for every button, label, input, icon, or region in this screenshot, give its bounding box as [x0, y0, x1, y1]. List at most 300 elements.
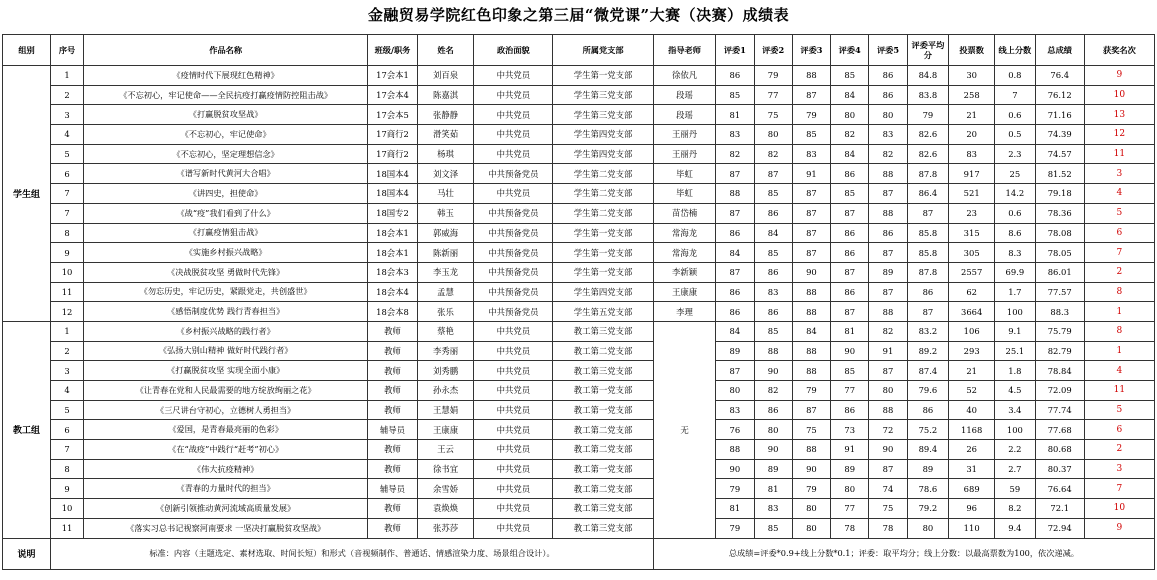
total-score: 72.1 — [1035, 499, 1084, 519]
online-score: 2.3 — [995, 144, 1035, 164]
award-rank: 6 — [1084, 420, 1154, 440]
person-name: 袁焕焕 — [417, 499, 474, 519]
class-or-role: 教师 — [368, 361, 417, 381]
judge-score: 90 — [869, 440, 907, 460]
total-score: 76.12 — [1035, 85, 1084, 105]
judge-score: 87 — [716, 262, 754, 282]
judge-score: 80 — [716, 381, 754, 401]
judge-score: 85 — [754, 243, 792, 263]
judge-score: 84 — [716, 321, 754, 341]
total-score: 74.57 — [1035, 144, 1084, 164]
judge-score: 86 — [754, 302, 792, 322]
person-name: 李秀丽 — [417, 341, 474, 361]
judge-score: 89 — [754, 459, 792, 479]
vote-count: 689 — [949, 479, 995, 499]
judge-average: 86 — [907, 400, 949, 420]
judge-score: 88 — [869, 164, 907, 184]
work-title: 《讲四史，担使命》 — [83, 184, 367, 204]
column-header: 获奖名次 — [1084, 35, 1154, 66]
judge-score: 88 — [792, 341, 830, 361]
judge-score: 88 — [792, 361, 830, 381]
award-rank: 2 — [1084, 440, 1154, 460]
judge-score: 80 — [792, 499, 830, 519]
party-branch: 学生第三党支部 — [553, 105, 654, 125]
person-name: 刘文泽 — [417, 164, 474, 184]
work-title: 《三尺讲台守初心，立德树人勇担当》 — [83, 400, 367, 420]
political-status: 中共党员 — [474, 184, 553, 204]
judge-score: 86 — [716, 282, 754, 302]
total-score: 71.16 — [1035, 105, 1084, 125]
award-rank: 13 — [1084, 105, 1154, 125]
political-status: 中共党员 — [474, 381, 553, 401]
political-status: 中共党员 — [474, 85, 553, 105]
class-or-role: 17会本4 — [368, 85, 417, 105]
table-row — [3, 479, 1155, 499]
party-branch: 学生第一党支部 — [553, 262, 654, 282]
judge-average: 75.2 — [907, 420, 949, 440]
judge-score: 88 — [792, 440, 830, 460]
person-name: 王康康 — [417, 420, 474, 440]
row-number: 4 — [51, 125, 84, 145]
person-name: 孙永杰 — [417, 381, 474, 401]
vote-count: 21 — [949, 105, 995, 125]
score-table — [2, 34, 1155, 570]
judge-average: 87 — [907, 203, 949, 223]
judge-score: 87 — [792, 184, 830, 204]
vote-count: 52 — [949, 381, 995, 401]
person-name: 滑笑茹 — [417, 125, 474, 145]
advisor: 毕虹 — [653, 184, 715, 204]
judge-score: 87 — [792, 85, 830, 105]
award-rank: 10 — [1084, 85, 1154, 105]
table-row — [3, 144, 1155, 164]
header-row — [3, 35, 1155, 66]
total-score: 77.74 — [1035, 400, 1084, 420]
judge-score: 72 — [869, 420, 907, 440]
judge-score: 84 — [792, 321, 830, 341]
judge-score: 82 — [754, 381, 792, 401]
total-score: 80.68 — [1035, 440, 1084, 460]
row-number: 4 — [51, 381, 84, 401]
person-name: 孟慧 — [417, 282, 474, 302]
class-or-role: 教师 — [368, 518, 417, 538]
row-number: 10 — [51, 499, 84, 519]
party-branch: 学生第五党支部 — [553, 302, 654, 322]
judge-score: 79 — [792, 381, 830, 401]
judge-score: 84 — [831, 144, 869, 164]
judge-score: 83 — [716, 125, 754, 145]
table-row — [3, 262, 1155, 282]
online-score: 9.1 — [995, 321, 1035, 341]
online-score: 100 — [995, 420, 1035, 440]
vote-count: 20 — [949, 125, 995, 145]
online-score: 2.7 — [995, 459, 1035, 479]
notes-row — [3, 538, 1155, 569]
judge-score: 86 — [831, 400, 869, 420]
award-rank: 5 — [1084, 400, 1154, 420]
class-or-role: 18国专2 — [368, 203, 417, 223]
judge-average: 78.6 — [907, 479, 949, 499]
judge-average: 87.4 — [907, 361, 949, 381]
political-status: 中共党员 — [474, 440, 553, 460]
work-title: 《打赢疫情狙击战》 — [83, 223, 367, 243]
judge-score: 83 — [754, 499, 792, 519]
work-title: 《不忘初心，牢记使命》 — [83, 125, 367, 145]
judge-score: 87 — [869, 282, 907, 302]
award-rank: 8 — [1084, 282, 1154, 302]
judge-score: 89 — [716, 341, 754, 361]
political-status: 中共党员 — [474, 361, 553, 381]
party-branch: 教工第三党支部 — [553, 321, 654, 341]
vote-count: 917 — [949, 164, 995, 184]
party-branch: 教工第二党支部 — [553, 440, 654, 460]
judge-score: 86 — [869, 85, 907, 105]
vote-count: 96 — [949, 499, 995, 519]
judge-score: 91 — [792, 164, 830, 184]
online-score: 14.2 — [995, 184, 1035, 204]
column-header: 评委3 — [792, 35, 830, 66]
person-name: 马壮 — [417, 184, 474, 204]
judge-score: 75 — [754, 105, 792, 125]
total-score: 77.68 — [1035, 420, 1084, 440]
judge-score: 90 — [831, 341, 869, 361]
judge-average: 89 — [907, 459, 949, 479]
vote-count: 3664 — [949, 302, 995, 322]
class-or-role: 教师 — [368, 499, 417, 519]
total-score: 80.37 — [1035, 459, 1084, 479]
political-status: 中共党员 — [474, 341, 553, 361]
party-branch: 学生第一党支部 — [553, 223, 654, 243]
column-header: 投票数 — [949, 35, 995, 66]
advisor: 无 — [653, 321, 715, 538]
advisor: 常海龙 — [653, 243, 715, 263]
work-title: 《弘扬大别山精神 做好时代践行者》 — [83, 341, 367, 361]
table-row — [3, 66, 1155, 86]
column-header: 线上分数 — [995, 35, 1035, 66]
political-status: 中共党员 — [474, 144, 553, 164]
online-score: 59 — [995, 479, 1035, 499]
work-title: 《伟大抗疫精神》 — [83, 459, 367, 479]
judge-score: 87 — [716, 361, 754, 381]
group-label: 教工组 — [3, 321, 51, 538]
row-number: 3 — [51, 361, 84, 381]
judge-score: 77 — [831, 499, 869, 519]
advisor: 徐依凡 — [653, 66, 715, 86]
judge-score: 85 — [831, 361, 869, 381]
person-name: 王慧娟 — [417, 400, 474, 420]
judge-score: 81 — [754, 479, 792, 499]
judge-score: 91 — [831, 440, 869, 460]
party-branch: 教工第三党支部 — [553, 518, 654, 538]
class-or-role: 18会本1 — [368, 223, 417, 243]
party-branch: 教工第一党支部 — [553, 381, 654, 401]
total-score: 86.01 — [1035, 262, 1084, 282]
column-header: 评委5 — [869, 35, 907, 66]
person-name: 杨琪 — [417, 144, 474, 164]
judge-score: 87 — [754, 164, 792, 184]
class-or-role: 17商行2 — [368, 144, 417, 164]
judge-score: 82 — [831, 125, 869, 145]
total-score: 76.4 — [1035, 66, 1084, 86]
judge-average: 87 — [907, 302, 949, 322]
advisor: 王康康 — [653, 282, 715, 302]
judge-score: 79 — [792, 479, 830, 499]
vote-count: 315 — [949, 223, 995, 243]
judge-score: 86 — [754, 203, 792, 223]
online-score: 4.5 — [995, 381, 1035, 401]
advisor: 段瑶 — [653, 85, 715, 105]
judge-score: 88 — [716, 440, 754, 460]
vote-count: 83 — [949, 144, 995, 164]
award-rank: 3 — [1084, 164, 1154, 184]
judge-average: 79 — [907, 105, 949, 125]
judge-score: 80 — [792, 518, 830, 538]
table-row — [3, 518, 1155, 538]
award-rank: 9 — [1084, 518, 1154, 538]
table-row — [3, 341, 1155, 361]
judge-score: 73 — [831, 420, 869, 440]
table-row — [3, 440, 1155, 460]
judge-score: 75 — [869, 499, 907, 519]
work-title: 《不忘初心，坚定理想信念》 — [83, 144, 367, 164]
online-score: 0.8 — [995, 66, 1035, 86]
table-row — [3, 85, 1155, 105]
vote-count: 2557 — [949, 262, 995, 282]
total-score: 76.64 — [1035, 479, 1084, 499]
class-or-role: 教师 — [368, 459, 417, 479]
party-branch: 教工第三党支部 — [553, 499, 654, 519]
award-rank: 8 — [1084, 321, 1154, 341]
online-score: 8.3 — [995, 243, 1035, 263]
column-header: 评委平均分 — [907, 35, 949, 66]
online-score: 25.1 — [995, 341, 1035, 361]
vote-count: 293 — [949, 341, 995, 361]
notes-formula: 总成绩=评委*0.9+线上分数*0.1；评委：取平均分；线上分数：以最高票数为100，依次递减。 — [653, 538, 1154, 569]
party-branch: 教工第二党支部 — [553, 341, 654, 361]
row-number: 1 — [51, 321, 84, 341]
work-title: 《打赢脱贫攻坚 实现全面小康》 — [83, 361, 367, 381]
group-label: 学生组 — [3, 66, 51, 322]
vote-count: 305 — [949, 243, 995, 263]
online-score: 1.7 — [995, 282, 1035, 302]
person-name: 王云 — [417, 440, 474, 460]
table-row — [3, 282, 1155, 302]
vote-count: 1168 — [949, 420, 995, 440]
judge-score: 81 — [716, 499, 754, 519]
award-rank: 3 — [1084, 459, 1154, 479]
judge-score: 90 — [716, 459, 754, 479]
class-or-role: 18会本8 — [368, 302, 417, 322]
judge-score: 87 — [716, 203, 754, 223]
judge-score: 83 — [754, 282, 792, 302]
row-number: 2 — [51, 85, 84, 105]
judge-score: 84 — [754, 223, 792, 243]
judge-score: 80 — [754, 125, 792, 145]
work-title: 《谱写新时代黄河大合唱》 — [83, 164, 367, 184]
vote-count: 258 — [949, 85, 995, 105]
judge-score: 89 — [869, 262, 907, 282]
judge-average: 82.6 — [907, 125, 949, 145]
judge-score: 77 — [754, 85, 792, 105]
advisor: 段瑶 — [653, 105, 715, 125]
party-branch: 教工第一党支部 — [553, 400, 654, 420]
judge-average: 84.8 — [907, 66, 949, 86]
judge-score: 88 — [869, 203, 907, 223]
notes-label: 说明 — [3, 538, 51, 569]
judge-score: 80 — [754, 420, 792, 440]
award-rank: 6 — [1084, 223, 1154, 243]
judge-score: 85 — [754, 184, 792, 204]
online-score: 0.6 — [995, 203, 1035, 223]
judge-average: 87.8 — [907, 164, 949, 184]
judge-score: 78 — [869, 518, 907, 538]
total-score: 88.3 — [1035, 302, 1084, 322]
party-branch: 学生第一党支部 — [553, 243, 654, 263]
table-row — [3, 302, 1155, 322]
political-status: 中共预备党员 — [474, 243, 553, 263]
column-header: 序号 — [51, 35, 84, 66]
judge-score: 79 — [716, 518, 754, 538]
judge-score: 88 — [869, 400, 907, 420]
table-row — [3, 459, 1155, 479]
judge-score: 75 — [792, 420, 830, 440]
vote-count: 521 — [949, 184, 995, 204]
party-branch: 学生第二党支部 — [553, 203, 654, 223]
online-score: 0.5 — [995, 125, 1035, 145]
vote-count: 23 — [949, 203, 995, 223]
total-score: 82.79 — [1035, 341, 1084, 361]
vote-count: 106 — [949, 321, 995, 341]
class-or-role: 教师 — [368, 400, 417, 420]
total-score: 77.57 — [1035, 282, 1084, 302]
judge-score: 76 — [716, 420, 754, 440]
online-score: 2.2 — [995, 440, 1035, 460]
party-branch: 教工第二党支部 — [553, 420, 654, 440]
work-title: 《勿忘历史，牢记历史，紧跟党走，共创盛世》 — [83, 282, 367, 302]
judge-score: 87 — [792, 223, 830, 243]
table-row — [3, 381, 1155, 401]
online-score: 100 — [995, 302, 1035, 322]
person-name: 蔡艳 — [417, 321, 474, 341]
judge-average: 83.2 — [907, 321, 949, 341]
award-rank: 2 — [1084, 262, 1154, 282]
political-status: 中共党员 — [474, 518, 553, 538]
row-number: 5 — [51, 400, 84, 420]
political-status: 中共党员 — [474, 321, 553, 341]
advisor: 王丽丹 — [653, 125, 715, 145]
judge-score: 85 — [754, 321, 792, 341]
vote-count: 31 — [949, 459, 995, 479]
column-header: 政治面貌 — [474, 35, 553, 66]
judge-score: 87 — [792, 203, 830, 223]
judge-score: 86 — [716, 223, 754, 243]
advisor: 王丽丹 — [653, 144, 715, 164]
judge-average: 85.8 — [907, 243, 949, 263]
judge-average: 85.8 — [907, 223, 949, 243]
total-score: 81.52 — [1035, 164, 1084, 184]
vote-count: 40 — [949, 400, 995, 420]
work-title: 《落实习总书记视察河南要求 一坚决打赢脱贫攻坚战》 — [83, 518, 367, 538]
work-title: 《实施乡村振兴战略》 — [83, 243, 367, 263]
party-branch: 学生第一党支部 — [553, 66, 654, 86]
political-status: 中共党员 — [474, 66, 553, 86]
political-status: 中共党员 — [474, 125, 553, 145]
row-number: 8 — [51, 459, 84, 479]
judge-score: 86 — [754, 262, 792, 282]
total-score: 78.36 — [1035, 203, 1084, 223]
work-title: 《决战脱贫攻坚 勇做时代先锋》 — [83, 262, 367, 282]
advisor: 李新颖 — [653, 262, 715, 282]
judge-score: 80 — [831, 479, 869, 499]
class-or-role: 17会本1 — [368, 66, 417, 86]
award-rank: 11 — [1084, 144, 1154, 164]
judge-score: 88 — [754, 341, 792, 361]
person-name: 陈嘉淇 — [417, 85, 474, 105]
judge-score: 81 — [831, 321, 869, 341]
table-row — [3, 420, 1155, 440]
column-header: 评委1 — [716, 35, 754, 66]
column-header: 评委2 — [754, 35, 792, 66]
judge-score: 90 — [792, 262, 830, 282]
judge-score: 90 — [754, 440, 792, 460]
judge-score: 85 — [831, 184, 869, 204]
table-row — [3, 223, 1155, 243]
judge-score: 86 — [831, 164, 869, 184]
advisor: 李理 — [653, 302, 715, 322]
award-rank: 10 — [1084, 499, 1154, 519]
party-branch: 学生第四党支部 — [553, 282, 654, 302]
judge-score: 91 — [869, 341, 907, 361]
judge-score: 86 — [831, 223, 869, 243]
work-title: 《在“战疫”中践行“赶考”初心》 — [83, 440, 367, 460]
total-score: 74.39 — [1035, 125, 1084, 145]
judge-average: 86 — [907, 282, 949, 302]
online-score: 0.6 — [995, 105, 1035, 125]
judge-score: 83 — [716, 400, 754, 420]
judge-score: 86 — [754, 400, 792, 420]
work-title: 《青春的力量时代的担当》 — [83, 479, 367, 499]
political-status: 中共预备党员 — [474, 164, 553, 184]
class-or-role: 教师 — [368, 341, 417, 361]
column-header: 评委4 — [831, 35, 869, 66]
judge-score: 87 — [792, 243, 830, 263]
judge-average: 80 — [907, 518, 949, 538]
row-number: 9 — [51, 479, 84, 499]
award-rank: 11 — [1084, 381, 1154, 401]
person-name: 郭威海 — [417, 223, 474, 243]
row-number: 6 — [51, 420, 84, 440]
class-or-role: 17会本5 — [368, 105, 417, 125]
judge-score: 86 — [869, 66, 907, 86]
judge-score: 90 — [792, 459, 830, 479]
row-number: 7 — [51, 440, 84, 460]
person-name: 陈新丽 — [417, 243, 474, 263]
row-number: 12 — [51, 302, 84, 322]
judge-score: 83 — [792, 144, 830, 164]
political-status: 中共预备党员 — [474, 262, 553, 282]
political-status: 中共预备党员 — [474, 302, 553, 322]
vote-count: 110 — [949, 518, 995, 538]
award-rank: 5 — [1084, 203, 1154, 223]
judge-score: 84 — [831, 85, 869, 105]
column-header: 所属党支部 — [553, 35, 654, 66]
judge-score: 86 — [831, 243, 869, 263]
person-name: 张静静 — [417, 105, 474, 125]
judge-score: 88 — [792, 302, 830, 322]
judge-score: 79 — [792, 105, 830, 125]
judge-score: 86 — [716, 302, 754, 322]
judge-score: 87 — [792, 400, 830, 420]
